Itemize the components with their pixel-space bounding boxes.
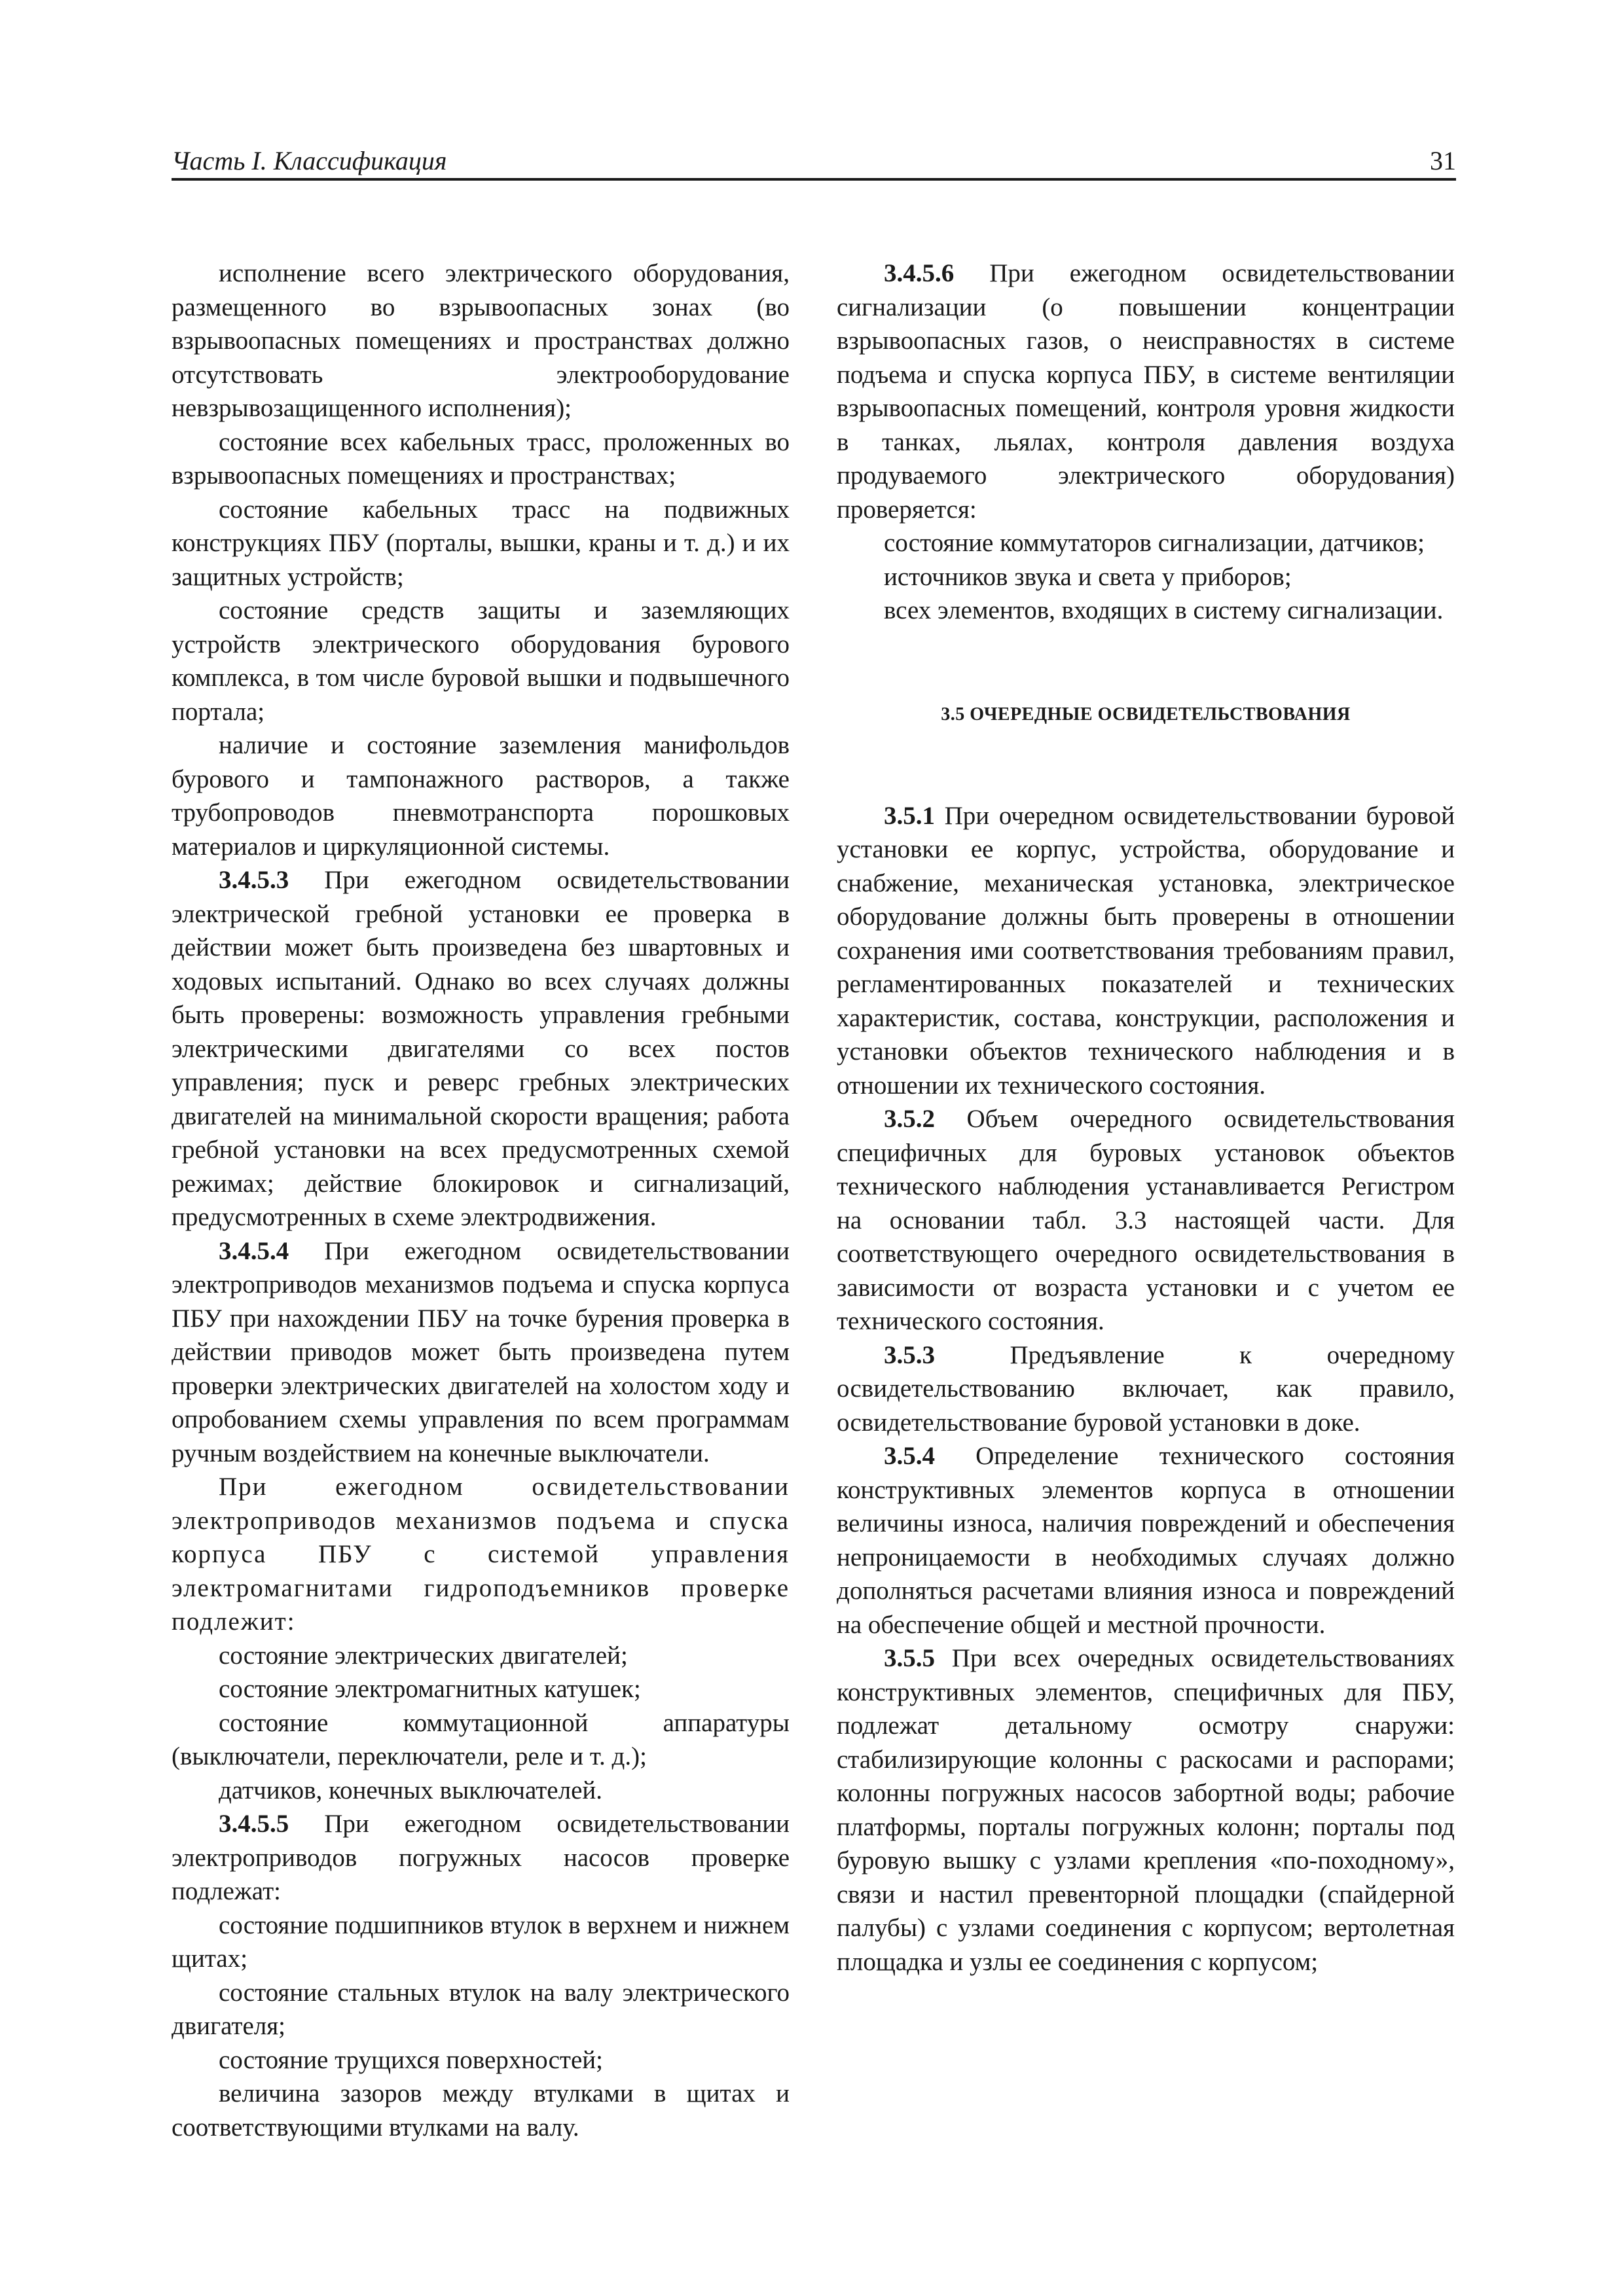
paragraph: датчиков, конечных выключателей.: [219, 1776, 603, 1804]
clause-number: 3.4.5.4: [219, 1236, 289, 1265]
clause-number: 3.4.5.3: [219, 866, 289, 894]
clause-number: 3.4.5.5: [219, 1810, 289, 1838]
paragraph: состояние коммутаторов сигнализации, датчиков;: [884, 529, 1425, 557]
clause-text: Объем очередного освидетельствования специфичных для буровых установок объектов технического наблюдения устанавливается Регистром на основании табл. 3.3 настоящей части. Для соответствующего очередного освидетельствования в зависимости от возраста установки и с учетом ее технического состояния.: [837, 1105, 1455, 1335]
clause-paragraph: [172, 1234, 790, 1471]
paragraph: состояние средств защиты и заземляющих устройств электрического оборудования бурового комплекса, в том числе буровой вышки и подвышечного портала;: [172, 596, 790, 726]
clause-number: 3.5.1: [884, 801, 935, 830]
clause-number: 3.5.5: [884, 1644, 935, 1672]
clause-paragraph: [172, 863, 790, 1234]
clause-number: 3.5.4: [884, 1442, 935, 1470]
clause-paragraph: [837, 1338, 1455, 1440]
paragraph: состояние стальных втулок на валу электрического двигателя;: [172, 1978, 790, 2040]
paragraph: состояние подшипников втулок в верхнем и нижнем щитах;: [172, 1910, 790, 1973]
clause-number: 3.4.5.6: [884, 259, 955, 287]
clause-paragraph: [837, 799, 1455, 1103]
paragraph: состояние электромагнитных катушек;: [219, 1675, 641, 1703]
paragraph: При ежегодном освидетельствовании электроприводов механизмов подъема и спуска корпуса ПБУ с системой управления электромагнитами гидроподъемников проверке подлежит:: [172, 1473, 790, 1636]
clause-number: 3.5.2: [884, 1105, 935, 1133]
clause-paragraph: [837, 257, 1455, 526]
clause-text: При всех очередных освидетельствованиях конструктивных элементов, специфичных для ПБУ, подлежат детальному осмотру снаружи: стабилизирующие колонны с раскосами и распорами; колонны погружных насосов забортной воды; рабочие платформы, порталы погружных колонн; порталы под буровую вышку с узлами крепления «по-походному», связи и настил превенторной площадки (спайдерной палубы) с узлами соединения с корпусом; вертолетная площадка и узлы ее соединения с корпусом;: [837, 1644, 1455, 1976]
left-column: [172, 257, 790, 2144]
clause-paragraph: [837, 1641, 1455, 1979]
clause-text: При очередном освидетельствовании буровой установки ее корпус, устройства, оборудование и снабжение, механическая установка, электрическое оборудование должны быть проверены в отношении сохранения ими соответствования требованиям правил, регламентированных показателей и технических характеристик, состава, конструкции, расположения и установки объектов технического наблюдения и в отношении их технического состояния.: [837, 801, 1455, 1100]
paragraph: состояние трущихся поверхностей;: [219, 2045, 603, 2074]
clause-text: При ежегодном освидетельствовании электроприводов погружных насосов проверке подлежат:: [172, 1810, 790, 1905]
paragraph: величина зазоров между втулками в щитах и соответствующими втулками на валу.: [172, 2079, 790, 2142]
right-column: [837, 257, 1455, 1979]
paragraph: состояние электрических двигателей;: [219, 1641, 628, 1670]
clause-number: 3.5.3: [884, 1340, 935, 1369]
section-heading: 3.5 ОЧЕРЕДНЫЕ ОСВИДЕТЕЛЬСТВОВАНИЯ: [941, 704, 1351, 725]
page-number: 31: [1430, 146, 1456, 175]
running-title: Часть I. Классификация: [172, 146, 447, 175]
clause-text: При ежегодном освидетельствовании электрической гребной установки ее проверка в действии может быть произведена без швартовных и ходовых испытаний. Однако во всех случаях должны быть проверены: возможность управления гребными электрическими двигателями со всех постов управления; пуск и реверс гребных электрических двигателей на минимальной скорости вращения; работа гребной установки на всех предусмотренных схемой режимах; действие блокировок и сигнализаций, предусмотренных в схеме электродвижения.: [172, 866, 790, 1231]
paragraph: исполнение всего электрического оборудования, размещенного во взрывоопасных зонах (во взрывоопасных помещениях и пространствах должно отсутствовать электрооборудование невзрывозащищенного исполнения);: [172, 259, 790, 422]
page-header: [172, 144, 1456, 181]
clause-text: Определение технического состояния конструктивных элементов корпуса в отношении величины износа, наличия повреждений и обеспечения непроницаемости в необходимых случаях должно дополняться расчетами влияния износа и повреждений на обеспечение общей и местной прочности.: [837, 1442, 1455, 1639]
paragraph: состояние кабельных трасс на подвижных конструкциях ПБУ (порталы, вышки, краны и т. д.) и их защитных устройств;: [172, 495, 790, 591]
clause-text: При ежегодном освидетельствовании сигнализации (о повышении концентрации взрывоопасных газов, о неисправностях в системе подъема и спуска корпуса ПБУ, в системе вентиляции взрывоопасных помещений, контроля уровня жидкости в танках, льялах, контроля давления воздуха продуваемого электрического оборудования) проверяется:: [837, 259, 1455, 524]
paragraph: состояние всех кабельных трасс, проложенных во взрывоопасных помещениях и пространствах;: [172, 427, 790, 490]
clause-paragraph: [172, 1807, 790, 1909]
clause-paragraph: [837, 1439, 1455, 1641]
paragraph: наличие и состояние заземления манифольдов бурового и тампонажного растворов, а также трубопроводов пневмотранспорта порошковых материалов и циркуляционной системы.: [172, 731, 790, 861]
clause-text: При ежегодном освидетельствовании электроприводов механизмов подъема и спуска корпуса ПБУ при нахождении ПБУ на точке бурения проверка в действии приводов может быть произведена путем проверки электрических двигателей на холостом ходу и опробованием схемы управления по всем программам ручным воздействием на конечные выключатели.: [172, 1236, 790, 1467]
clause-paragraph: [837, 1102, 1455, 1338]
paragraph: источников звука и света у приборов;: [884, 562, 1292, 591]
paragraph: состояние коммутационной аппаратуры (выключатели, переключатели, реле и т. д.);: [172, 1708, 790, 1770]
clause-text: Предъявление к очередному освидетельствованию включает, как правило, освидетельствование буровой установки в доке.: [837, 1340, 1455, 1437]
paragraph: всех элементов, входящих в систему сигнализации.: [884, 596, 1444, 624]
